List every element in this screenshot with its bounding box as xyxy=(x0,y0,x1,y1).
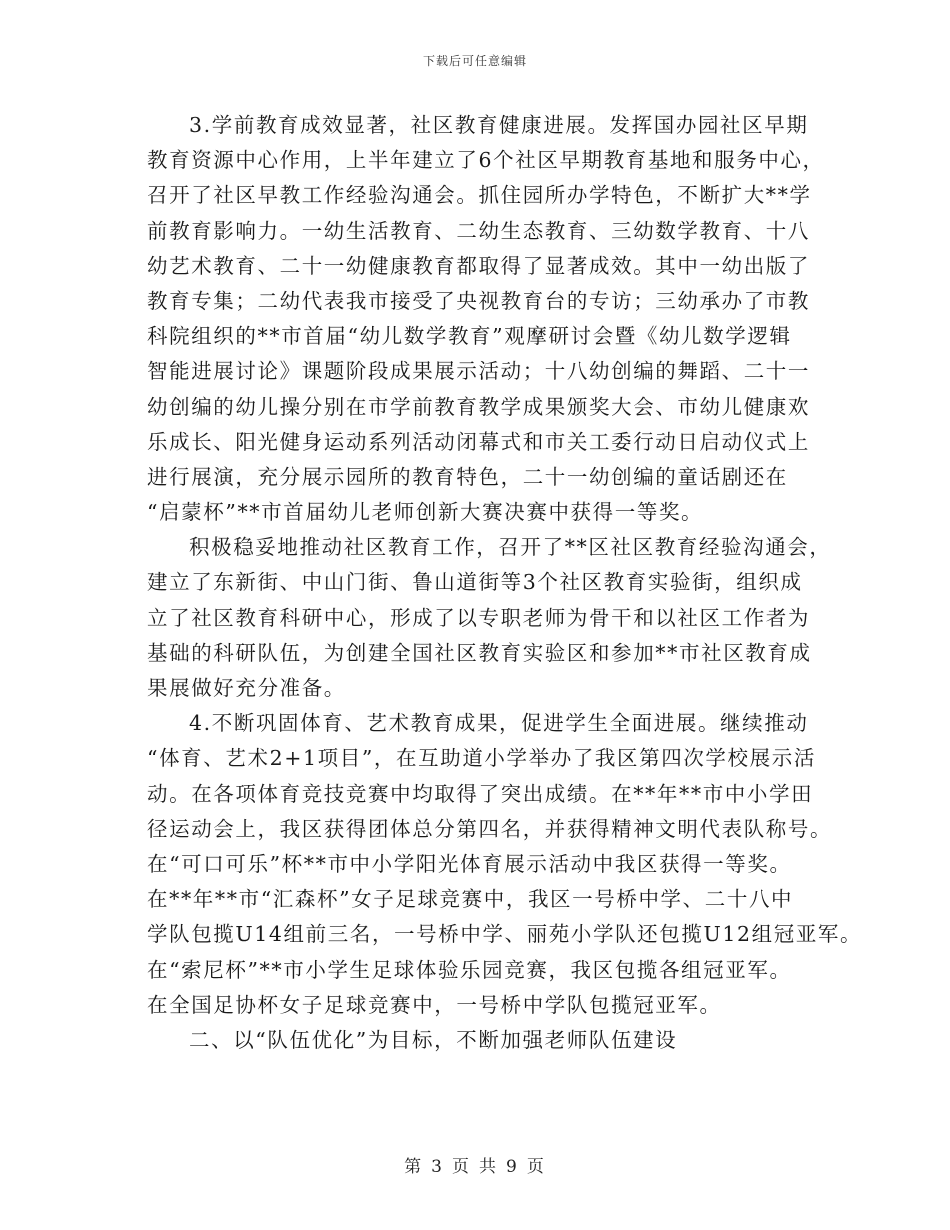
text-line: 在“索尼杯”**市小学生足球体验乐园竞赛，我区包揽各组冠亚军。 xyxy=(147,957,792,982)
text-line: 前教育影响力。一幼生活教育、二幼生态教育、三幼数学教育、十八 xyxy=(147,218,810,243)
text-line: 幼创编的幼儿操分别在市学前教育教学成果颁奖大会、市幼儿健康欢 xyxy=(147,394,810,419)
footer-label-total: 共 xyxy=(479,1157,498,1177)
text-line: 科院组织的**市首届“幼儿数学教育”观摩研讨会暨《幼儿数学逻辑 xyxy=(147,324,792,349)
text-line: 动。在各项体育竞技竞赛中均取得了突出成绩。在**年**市中小学田 xyxy=(147,781,814,806)
footer-current-page: 3 xyxy=(431,1157,444,1177)
text-line: 学队包揽U14组前三名，一号桥中学、丽苑小学队还包揽U12组冠亚军。 xyxy=(147,922,863,947)
document-body xyxy=(147,108,863,1058)
text-line: 4.不断巩固体育、艺术教育成果，促进学生全面进展。继续推动 xyxy=(189,711,809,736)
text-line: 积极稳妥地推动社区教育工作，召开了**区社区教育经验沟通会， xyxy=(189,535,832,560)
footer-label-ye: 页 xyxy=(452,1157,471,1177)
text-line: 二、以“队伍优化”为目标，不断加强老师队伍建设 xyxy=(189,1027,678,1052)
text-line: 径运动会上，我区获得团体总分第四名，并获得精神文明代表队称号。 xyxy=(147,816,833,841)
page-footer xyxy=(0,1152,950,1177)
text-line: 建立了东新街、中山门街、鲁山道街等3个社区教育实验街，组织成 xyxy=(147,570,803,595)
text-line: 教育专集；二幼代表我市接受了央视教育台的专访；三幼承办了市教 xyxy=(147,288,810,313)
page-header: 下载后可任意编辑 xyxy=(422,54,527,68)
text-line: 果展做好充分准备。 xyxy=(147,676,346,700)
text-line: 教育资源中心作用，上半年建立了6个社区早期教育基地和服务中心， xyxy=(147,148,825,173)
text-line: 立了社区教育科研中心，形成了以专职老师为骨干和以社区工作者为 xyxy=(147,605,810,630)
text-line: 3.学前教育成效显著，社区教育健康进展。发挥国办园社区早期 xyxy=(189,113,809,137)
text-line: 幼艺术教育、二十一幼健康教育都取得了显著成效。其中一幼出版了 xyxy=(147,253,810,278)
text-line: 在全国足协杯女子足球竞赛中，一号桥中学队包揽冠亚军。 xyxy=(147,992,722,1017)
text-line: 基础的科研队伍，为创建全国社区教育实验区和参加**市社区教育成 xyxy=(147,640,812,665)
text-line: 在“可口可乐”杯**市中小学阳光体育展示活动中我区获得一等奖。 xyxy=(147,851,792,876)
footer-label-page: 第 xyxy=(404,1157,424,1177)
footer-label-ye2: 页 xyxy=(526,1157,546,1177)
text-line: 召开了社区早教工作经验沟通会。抓住园所办学特色，不断扩大**学 xyxy=(147,183,812,208)
text-line: 进行展演，充分展示园所的教育特色，二十一幼创编的童话剧还在 xyxy=(147,464,788,489)
text-line: 在**年**市“汇森杯”女子足球竞赛中，我区一号桥中学、二十八中 xyxy=(147,887,794,912)
text-line: “启蒙杯”**市首届幼儿老师创新大赛决赛中获得一等奖。 xyxy=(147,500,704,525)
text-line: 智能进展讨论》课题阶段成果展示活动；十八幼创编的舞蹈、二十一 xyxy=(147,359,810,384)
text-line: 乐成长、阳光健身运动系列活动闭幕式和市关工委行动日启动仪式上 xyxy=(147,429,810,454)
footer-total-pages: 9 xyxy=(506,1157,519,1177)
text-line: “体育、艺术2+1项目”，在互助道小学举办了我区第四次学校展示活 xyxy=(147,746,816,771)
